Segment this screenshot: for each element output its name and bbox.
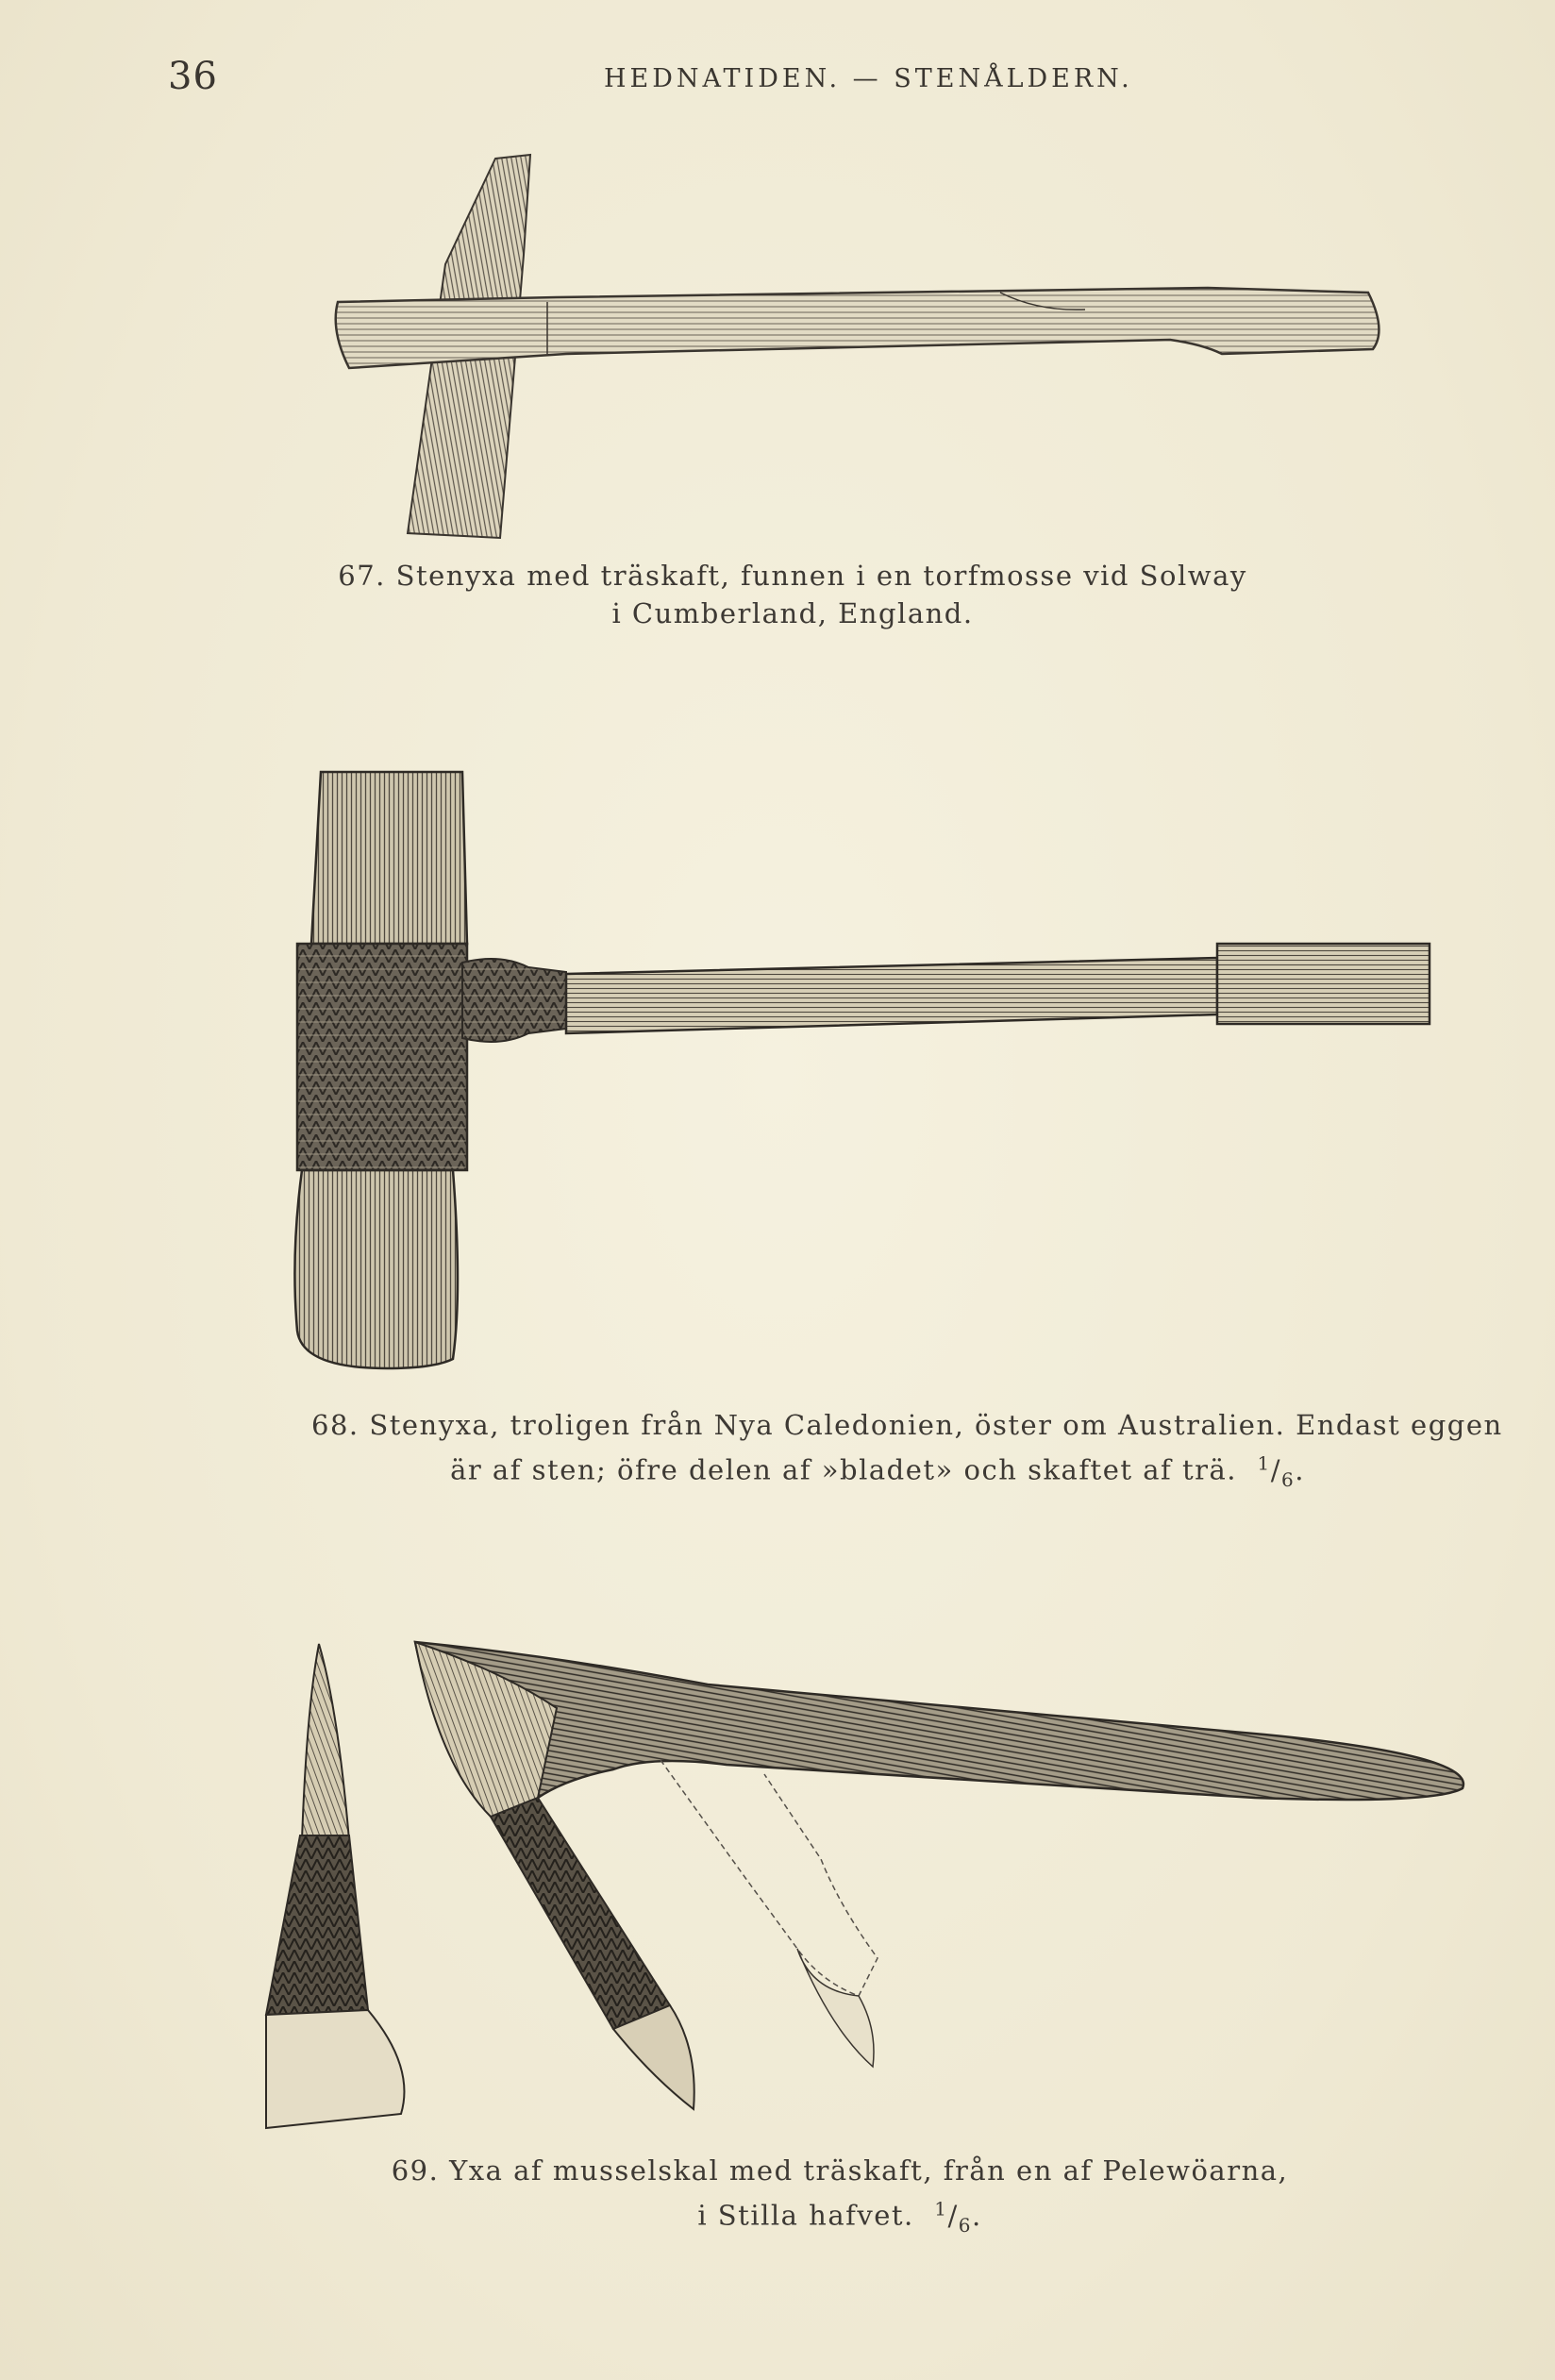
- figure-67-illustration: [321, 151, 1387, 547]
- figure-67-caption-line-2: i Cumberland, England.: [611, 597, 974, 629]
- figure-67-caption: [283, 557, 1302, 632]
- running-head: HEDNATIDEN. — STENÅLDERN.: [604, 64, 1133, 93]
- collar-wrapping: [462, 959, 566, 1042]
- figure-69-illustration: [255, 1633, 1481, 2133]
- outline-sketch-blade: [797, 1949, 874, 2067]
- side-view-binding: [266, 1835, 368, 2015]
- wooden-blade-top: [311, 772, 467, 944]
- scale-denominator: 6: [958, 2213, 972, 2237]
- figure-68-illustration: [283, 764, 1444, 1378]
- figure-68-scale: $^1/_6$.: [1257, 1451, 1305, 1491]
- figure-67-caption-line-1: 67. Stenyxa med träskaft, funnen i en torfmosse vid Solway: [338, 560, 1247, 592]
- side-view-shell: [266, 2010, 404, 2128]
- shaft: [566, 958, 1217, 1033]
- figure-68-caption: [311, 1406, 1503, 1498]
- outline-sketch: [660, 1760, 878, 1996]
- scale-numerator: 1: [1257, 1451, 1271, 1474]
- wooden-shaft: [336, 288, 1379, 368]
- page-header: [0, 55, 1555, 102]
- figure-69-caption-line-1: 69. Yxa af musselskal med träskaft, från en af Pelewöarna,: [391, 2154, 1289, 2187]
- adze-binding: [491, 1798, 670, 2029]
- figure-68-caption-text: är af sten; öfre delen af »bladet» och skaftet af trä.: [450, 1453, 1238, 1486]
- stone-edge: [294, 1170, 458, 1368]
- scale-suffix: .: [971, 2199, 982, 2232]
- side-view-tip: [302, 1644, 349, 1840]
- page-number: 36: [168, 55, 218, 98]
- scale-numerator: 1: [934, 2197, 948, 2220]
- figure-68-caption-line-2: [311, 1444, 1444, 1498]
- figure-69-scale: $^1/_6$.: [934, 2197, 982, 2237]
- scale-denominator: 6: [1280, 1467, 1296, 1491]
- adze-handle: [415, 1642, 1463, 1812]
- scale-suffix: .: [1295, 1453, 1305, 1486]
- shaft-end-cap: [1217, 944, 1430, 1024]
- figure-68-caption-line-1: 68. Stenyxa, troligen från Nya Caledonien, öster om Australien. Endast eggen: [311, 1409, 1503, 1441]
- figure-69-caption-line-2: [311, 2189, 1368, 2243]
- cord-binding: [297, 944, 467, 1170]
- figure-69-caption: [311, 2152, 1368, 2243]
- figure-69-caption-text: i Stilla hafvet.: [697, 2199, 914, 2232]
